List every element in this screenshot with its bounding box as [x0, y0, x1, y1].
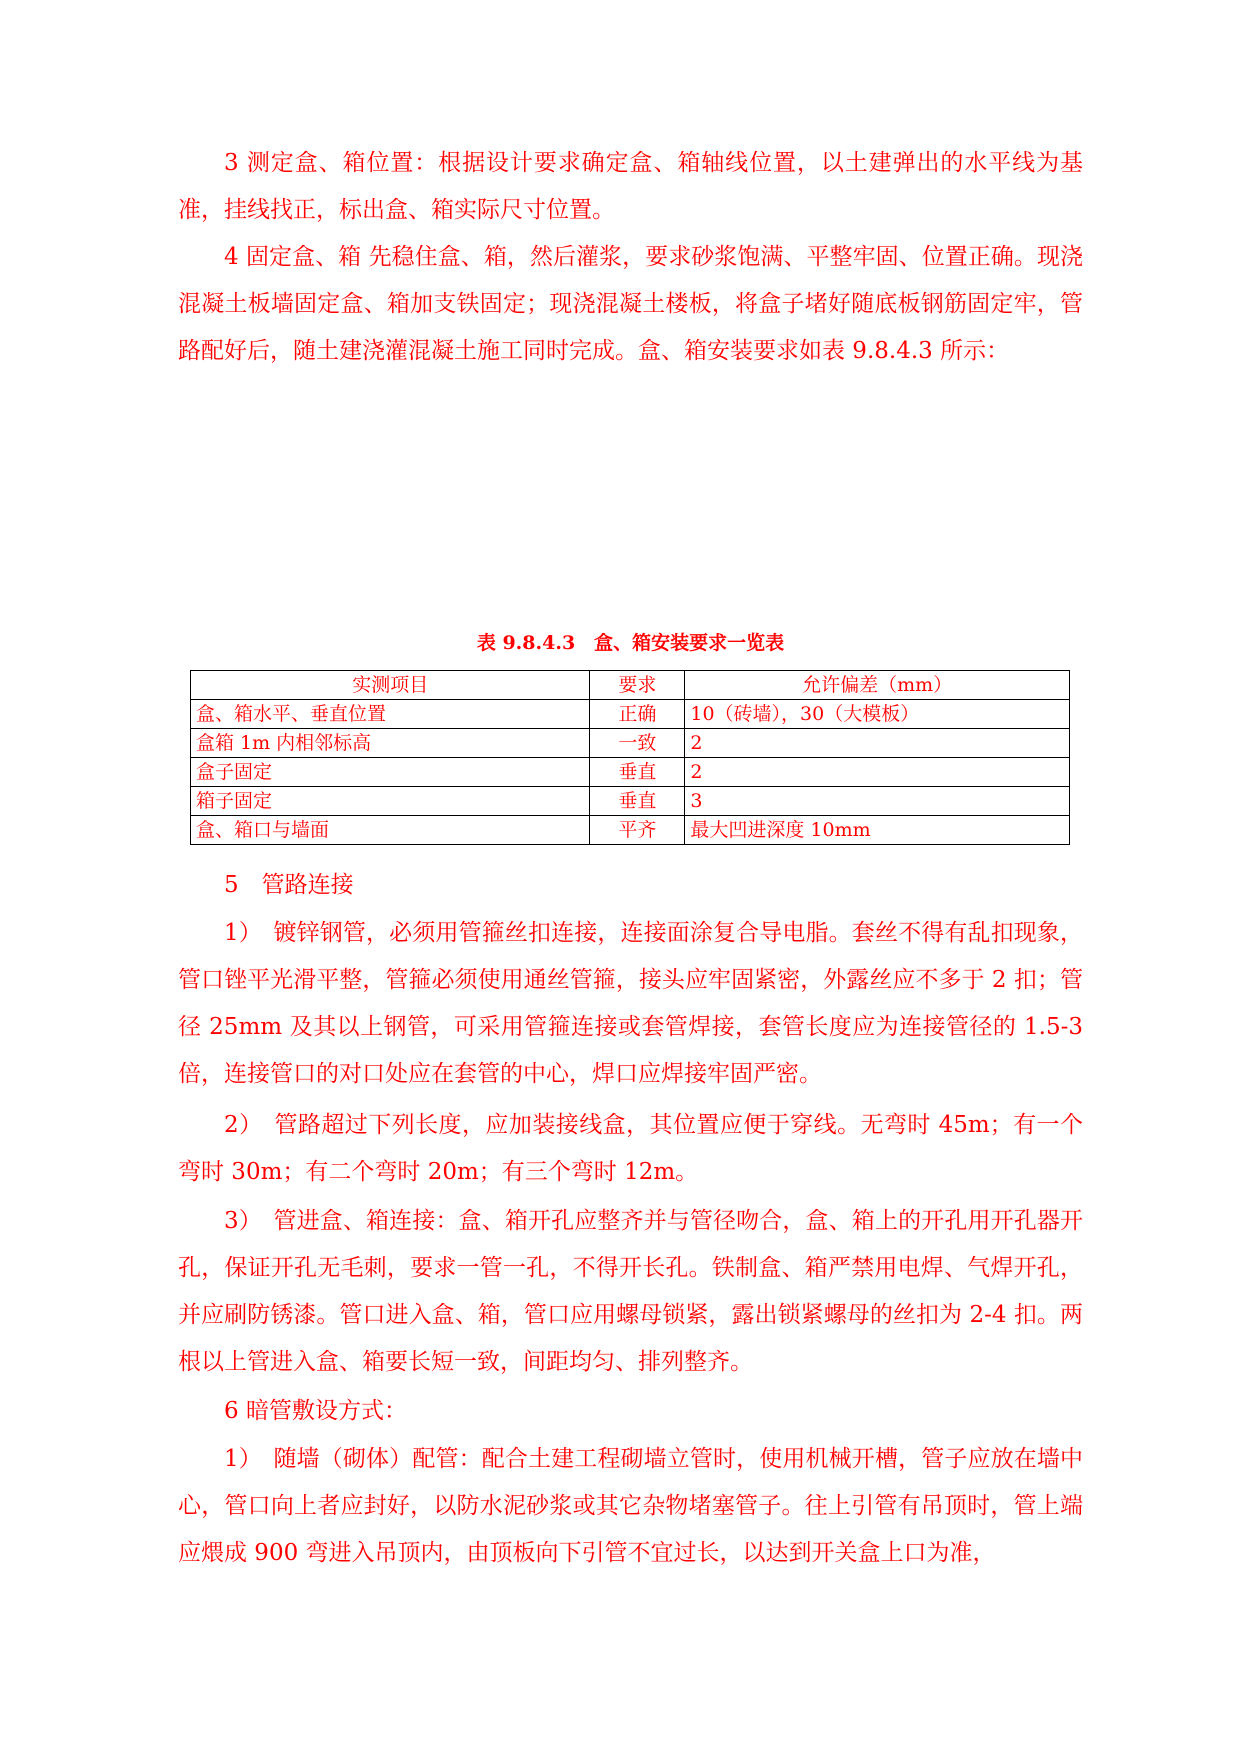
paragraph-pipe-into-box: 3） 管进盒、箱连接：盒、箱开孔应整齐并与管径吻合，盒、箱上的开孔用开孔器开孔，保证开孔无毛刺，要求一管一孔，不得开长孔。铁制盒、箱严禁用电焊、气焊开孔，并应刷防锈漆。管口进入盒、箱，管口应用螺母锁紧，露出锁紧螺母的丝扣为 2-4 扣。两根以上管进入盒、箱要长短一致，间距均匀、排列整齐。: [178, 1208, 1083, 1375]
cell-requirement: 正确: [590, 700, 685, 729]
cell-item: 盒子固定: [191, 758, 590, 787]
cell-requirement: 垂直: [590, 787, 685, 816]
cell-item: 盒箱 1m 内相邻标高: [191, 729, 590, 758]
table-caption: 表 9.8.4.3 盒、箱安装要求一览表: [476, 632, 785, 654]
header-item: 实测项目: [191, 671, 590, 700]
paragraph-wall-piping: 1） 随墙（砌体）配管：配合土建工程砌墙立管时，使用机械开槽，管子应放在墙中心，管口向上者应封好，以防水泥砂浆或其它杂物堵塞管子。往上引管有吊顶时，管上端应煨成 900 弯进入吊顶内，由顶板向下引管不宜过长，以达到开关盒上口为准，: [178, 1446, 1083, 1566]
cell-item: 盒、箱水平、垂直位置: [191, 700, 590, 729]
cell-item: 盒、箱口与墙面: [191, 816, 590, 845]
cell-requirement: 垂直: [590, 758, 685, 787]
paragraph-galvanized-pipe: 1） 镀锌钢管，必须用管箍丝扣连接，连接面涂复合导电脂。套丝不得有乱扣现象，管口锉平光滑平整，管箍必须使用通丝管箍，接头应牢固紧密，外露丝应不多于 2 扣；管径 25mm 及其以上钢管，可采用管箍连接或套管焊接，套管长度应为连接管径的 1.5-3 倍，连接管口的对口处应在套管的中心，焊口应焊接牢固严密。: [178, 920, 1083, 1087]
table-row: [191, 758, 1070, 787]
table-row: [191, 787, 1070, 816]
header-tolerance: 允许偏差（mm）: [685, 671, 1070, 700]
paragraph-box-fixing: 4 固定盒、箱 先稳住盒、箱，然后灌浆，要求砂浆饱满、平整牢固、位置正确。现浇混凝土板墙固定盒、箱加支铁固定；现浇混凝土楼板，将盒子堵好随底板钢筋固定牢，管路配好后，随土建浇灌混凝土施工同时完成。盒、箱安装要求如表 9.8.4.3 所示：: [178, 244, 1083, 364]
cell-item: 箱子固定: [191, 787, 590, 816]
heading-concealed-pipe: 6 暗管敷设方式：: [224, 1398, 407, 1424]
cell-tolerance: 2: [685, 729, 1070, 758]
table-header-row: [191, 671, 1070, 700]
header-requirement: 要求: [590, 671, 685, 700]
cell-tolerance: 10（砖墙），30（大模板）: [685, 700, 1070, 729]
heading-pipe-connection: 5 管路连接: [224, 872, 354, 898]
table-row: [191, 816, 1070, 845]
cell-requirement: 平齐: [590, 816, 685, 845]
box-install-requirements-table: [190, 670, 1070, 845]
cell-requirement: 一致: [590, 729, 685, 758]
cell-tolerance: 最大凹进深度 10mm: [685, 816, 1070, 845]
cell-tolerance: 2: [685, 758, 1070, 787]
paragraph-box-position: 3 测定盒、箱位置：根据设计要求确定盒、箱轴线位置，以土建弹出的水平线为基准，挂线找正，标出盒、箱实际尺寸位置。: [178, 150, 1083, 223]
table-row: [191, 700, 1070, 729]
paragraph-junction-box-length: 2） 管路超过下列长度，应加装接线盒，其位置应便于穿线。无弯时 45m；有一个弯时 30m；有二个弯时 20m；有三个弯时 12m。: [178, 1112, 1083, 1185]
cell-tolerance: 3: [685, 787, 1070, 816]
table-row: [191, 729, 1070, 758]
